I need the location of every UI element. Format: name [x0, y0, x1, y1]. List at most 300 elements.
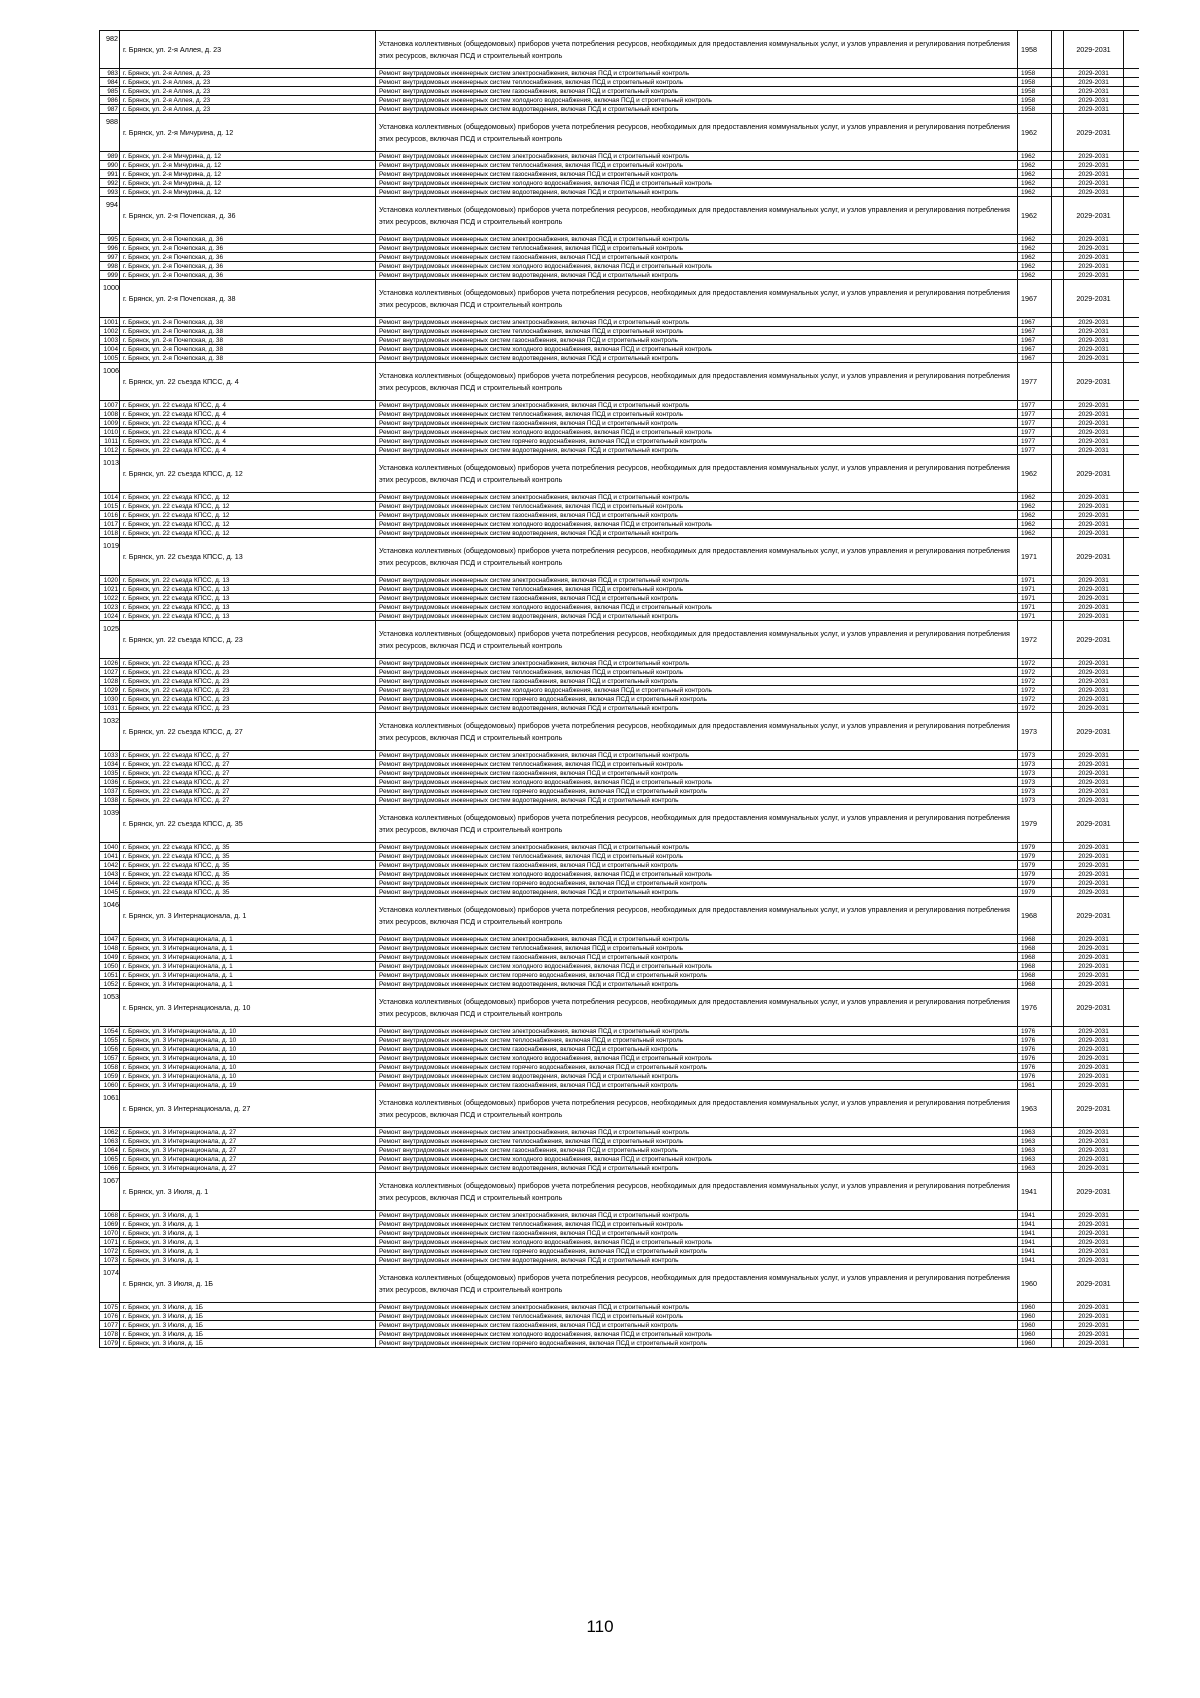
address-cell: г. Брянск, ул. 2-я Мичурина, д. 12 — [120, 161, 376, 170]
row-number-cell: 1053 — [100, 989, 120, 1027]
period-cell: 2029-2031 — [1064, 262, 1124, 271]
address-cell: г. Брянск, ул. 3 Интернационала, д. 27 — [120, 1155, 376, 1164]
address-cell: г. Брянск, ул. 3 Интернационала, д. 10 — [120, 1045, 376, 1054]
work-type-cell: Ремонт внутридомовых инженерных систем водоотведения, включая ПСД и строительный контроль — [376, 529, 1018, 538]
empty-cell — [1124, 1063, 1140, 1072]
period-cell: 2029-2031 — [1064, 778, 1124, 787]
row-number-cell: 1043 — [100, 870, 120, 879]
work-type-cell: Ремонт внутридомовых инженерных систем газоснабжения, включая ПСД и строительный контроль — [376, 511, 1018, 520]
empty-cell — [1124, 188, 1140, 197]
table-row — [100, 751, 1140, 760]
build-year-cell: 1962 — [1018, 520, 1052, 529]
table-row — [100, 796, 1140, 805]
empty-cell — [1124, 1173, 1140, 1211]
table-row — [100, 538, 1140, 576]
empty-cell — [1124, 455, 1140, 493]
address-cell: г. Брянск, ул. 22 съезда КПСС, д. 12 — [120, 455, 376, 493]
empty-cell — [1052, 170, 1064, 179]
address-cell: г. Брянск, ул. 3 Интернационала, д. 10 — [120, 1036, 376, 1045]
build-year-cell: 1979 — [1018, 888, 1052, 897]
table-row — [100, 280, 1140, 318]
address-cell: г. Брянск, ул. 3 Интернационала, д. 27 — [120, 1164, 376, 1173]
empty-cell — [1124, 787, 1140, 796]
period-cell: 2029-2031 — [1064, 179, 1124, 188]
empty-cell — [1052, 280, 1064, 318]
address-cell: г. Брянск, ул. 22 съезда КПСС, д. 27 — [120, 778, 376, 787]
table-row — [100, 188, 1140, 197]
build-year-cell: 1962 — [1018, 170, 1052, 179]
empty-cell — [1124, 989, 1140, 1027]
row-number-cell: 994 — [100, 197, 120, 235]
empty-cell — [1052, 1146, 1064, 1155]
empty-cell — [1124, 114, 1140, 152]
row-number-cell: 1077 — [100, 1321, 120, 1330]
period-cell: 2029-2031 — [1064, 455, 1124, 493]
row-number-cell: 1025 — [100, 621, 120, 659]
empty-cell — [1124, 971, 1140, 980]
work-type-cell: Ремонт внутридомовых инженерных систем водоотведения, включая ПСД и строительный контроль — [376, 1072, 1018, 1081]
work-type-cell: Ремонт внутридомовых инженерных систем электроснабжения, включая ПСД и строительный контроль — [376, 493, 1018, 502]
build-year-cell: 1962 — [1018, 493, 1052, 502]
build-year-cell: 1963 — [1018, 1128, 1052, 1137]
page-number: 110 — [586, 1617, 614, 1636]
table-row — [100, 1265, 1140, 1303]
build-year-cell: 1977 — [1018, 419, 1052, 428]
address-cell: г. Брянск, ул. 3 Интернационала, д. 10 — [120, 1063, 376, 1072]
period-cell: 2029-2031 — [1064, 401, 1124, 410]
empty-cell — [1124, 1072, 1140, 1081]
table-row — [100, 1054, 1140, 1063]
address-cell: г. Брянск, ул. 22 съезда КПСС, д. 12 — [120, 520, 376, 529]
empty-cell — [1052, 1303, 1064, 1312]
work-type-cell: Ремонт внутридомовых инженерных систем горячего водоснабжения, включая ПСД и строительный контроль — [376, 695, 1018, 704]
work-type-cell: Ремонт внутридомовых инженерных систем электроснабжения, включая ПСД и строительный контроль — [376, 659, 1018, 668]
table-row — [100, 114, 1140, 152]
empty-cell — [1124, 944, 1140, 953]
empty-cell — [1052, 677, 1064, 686]
table-row — [100, 1339, 1140, 1348]
period-cell: 2029-2031 — [1064, 1027, 1124, 1036]
period-cell: 2029-2031 — [1064, 594, 1124, 603]
empty-cell — [1052, 621, 1064, 659]
address-cell: г. Брянск, ул. 3 Интернационала, д. 27 — [120, 1137, 376, 1146]
address-cell: г. Брянск, ул. 3 Июля, д. 1Б — [120, 1339, 376, 1348]
build-year-cell: 1958 — [1018, 87, 1052, 96]
empty-cell — [1124, 354, 1140, 363]
period-cell: 2029-2031 — [1064, 1256, 1124, 1265]
table-row — [100, 971, 1140, 980]
empty-cell — [1052, 1063, 1064, 1072]
address-cell: г. Брянск, ул. 22 съезда КПСС, д. 35 — [120, 852, 376, 861]
empty-cell — [1052, 511, 1064, 520]
empty-cell — [1124, 1054, 1140, 1063]
period-cell: 2029-2031 — [1064, 805, 1124, 843]
empty-cell — [1124, 796, 1140, 805]
table-row — [100, 1229, 1140, 1238]
row-number-cell: 1075 — [100, 1303, 120, 1312]
table-row — [100, 446, 1140, 455]
build-year-cell: 1941 — [1018, 1211, 1052, 1220]
period-cell: 2029-2031 — [1064, 1137, 1124, 1146]
empty-cell — [1052, 114, 1064, 152]
table-row — [100, 1256, 1140, 1265]
work-type-cell: Ремонт внутридомовых инженерных систем теплоснабжения, включая ПСД и строительный контроль — [376, 78, 1018, 87]
table-row — [100, 778, 1140, 787]
empty-cell — [1052, 96, 1064, 105]
work-type-cell: Ремонт внутридомовых инженерных систем теплоснабжения, включая ПСД и строительный контроль — [376, 1036, 1018, 1045]
work-type-cell: Установка коллективных (общедомовых) приборов учета потребления ресурсов, необходимых для предоставления коммунальных услуг, и узлов управления и регулирования потребления этих ресурсов, включая ПСД и строительный контроль — [376, 1265, 1018, 1303]
table-row — [100, 428, 1140, 437]
work-type-cell: Ремонт внутридомовых инженерных систем водоотведения, включая ПСД и строительный контроль — [376, 105, 1018, 114]
work-type-cell: Ремонт внутридомовых инженерных систем водоотведения, включая ПСД и строительный контроль — [376, 980, 1018, 989]
build-year-cell: 1973 — [1018, 713, 1052, 751]
period-cell: 2029-2031 — [1064, 1229, 1124, 1238]
table-row — [100, 1155, 1140, 1164]
table-row — [100, 1072, 1140, 1081]
work-type-cell: Ремонт внутридомовых инженерных систем холодного водоснабжения, включая ПСД и строительный контроль — [376, 1155, 1018, 1164]
row-number-cell: 1000 — [100, 280, 120, 318]
row-number-cell: 1061 — [100, 1090, 120, 1128]
empty-cell — [1124, 805, 1140, 843]
table-row — [100, 345, 1140, 354]
table-row — [100, 861, 1140, 870]
address-cell: г. Брянск, ул. 22 съезда КПСС, д. 13 — [120, 538, 376, 576]
table-row — [100, 152, 1140, 161]
build-year-cell: 1968 — [1018, 935, 1052, 944]
table-body — [100, 31, 1140, 1348]
period-cell: 2029-2031 — [1064, 1339, 1124, 1348]
period-cell: 2029-2031 — [1064, 96, 1124, 105]
empty-cell — [1052, 796, 1064, 805]
address-cell: г. Брянск, ул. 3 Июля, д. 1Б — [120, 1265, 376, 1303]
table-row — [100, 1321, 1140, 1330]
work-type-cell: Установка коллективных (общедомовых) приборов учета потребления ресурсов, необходимых для предоставления коммунальных услуг, и узлов управления и регулирования потребления этих ресурсов, включая ПСД и строительный контроль — [376, 280, 1018, 318]
empty-cell — [1124, 152, 1140, 161]
empty-cell — [1052, 538, 1064, 576]
row-number-cell: 993 — [100, 188, 120, 197]
address-cell: г. Брянск, ул. 3 Июля, д. 1 — [120, 1238, 376, 1247]
address-cell: г. Брянск, ул. 22 съезда КПСС, д. 27 — [120, 760, 376, 769]
empty-cell — [1052, 105, 1064, 114]
work-type-cell: Ремонт внутридомовых инженерных систем холодного водоснабжения, включая ПСД и строительный контроль — [376, 1054, 1018, 1063]
build-year-cell: 1962 — [1018, 529, 1052, 538]
table-row — [100, 253, 1140, 262]
empty-cell — [1124, 69, 1140, 78]
empty-cell — [1124, 1027, 1140, 1036]
build-year-cell: 1960 — [1018, 1330, 1052, 1339]
row-number-cell: 984 — [100, 78, 120, 87]
work-type-cell: Ремонт внутридомовых инженерных систем водоотведения, включая ПСД и строительный контроль — [376, 446, 1018, 455]
work-type-cell: Ремонт внутридомовых инженерных систем теплоснабжения, включая ПСД и строительный контроль — [376, 327, 1018, 336]
work-type-cell: Ремонт внутридомовых инженерных систем газоснабжения, включая ПСД и строительный контроль — [376, 336, 1018, 345]
address-cell: г. Брянск, ул. 2-я Мичурина, д. 12 — [120, 188, 376, 197]
period-cell: 2029-2031 — [1064, 1220, 1124, 1229]
build-year-cell: 1976 — [1018, 1036, 1052, 1045]
build-year-cell: 1963 — [1018, 1090, 1052, 1128]
row-number-cell: 1020 — [100, 576, 120, 585]
table-row — [100, 502, 1140, 511]
work-type-cell: Ремонт внутридомовых инженерных систем водоотведения, включая ПСД и строительный контроль — [376, 796, 1018, 805]
build-year-cell: 1971 — [1018, 585, 1052, 594]
work-type-cell: Ремонт внутридомовых инженерных систем водоотведения, включая ПСД и строительный контроль — [376, 1164, 1018, 1173]
table-row — [100, 197, 1140, 235]
period-cell: 2029-2031 — [1064, 704, 1124, 713]
empty-cell — [1052, 1312, 1064, 1321]
period-cell: 2029-2031 — [1064, 713, 1124, 751]
table-row — [100, 897, 1140, 935]
empty-cell — [1124, 31, 1140, 69]
empty-cell — [1052, 1137, 1064, 1146]
row-number-cell: 1074 — [100, 1265, 120, 1303]
table-row — [100, 363, 1140, 401]
empty-cell — [1124, 502, 1140, 511]
period-cell: 2029-2031 — [1064, 363, 1124, 401]
address-cell: г. Брянск, ул. 22 съезда КПСС, д. 4 — [120, 446, 376, 455]
row-number-cell: 999 — [100, 271, 120, 280]
row-number-cell: 1041 — [100, 852, 120, 861]
row-number-cell: 1050 — [100, 962, 120, 971]
table-row — [100, 677, 1140, 686]
build-year-cell: 1979 — [1018, 870, 1052, 879]
work-type-cell: Ремонт внутридомовых инженерных систем холодного водоснабжения, включая ПСД и строительный контроль — [376, 96, 1018, 105]
period-cell: 2029-2031 — [1064, 1303, 1124, 1312]
period-cell: 2029-2031 — [1064, 437, 1124, 446]
empty-cell — [1052, 695, 1064, 704]
empty-cell — [1052, 1238, 1064, 1247]
build-year-cell: 1968 — [1018, 897, 1052, 935]
empty-cell — [1052, 769, 1064, 778]
period-cell: 2029-2031 — [1064, 152, 1124, 161]
build-year-cell: 1976 — [1018, 1072, 1052, 1081]
work-type-cell: Ремонт внутридомовых инженерных систем газоснабжения, включая ПСД и строительный контроль — [376, 87, 1018, 96]
address-cell: г. Брянск, ул. 22 съезда КПСС, д. 13 — [120, 612, 376, 621]
build-year-cell: 1971 — [1018, 603, 1052, 612]
build-year-cell: 1971 — [1018, 612, 1052, 621]
table-row — [100, 769, 1140, 778]
empty-cell — [1124, 668, 1140, 677]
empty-cell — [1052, 686, 1064, 695]
work-type-cell: Ремонт внутридомовых инженерных систем электроснабжения, включая ПСД и строительный контроль — [376, 235, 1018, 244]
period-cell: 2029-2031 — [1064, 843, 1124, 852]
empty-cell — [1124, 493, 1140, 502]
work-type-cell: Ремонт внутридомовых инженерных систем электроснабжения, включая ПСД и строительный контроль — [376, 843, 1018, 852]
row-number-cell: 1038 — [100, 796, 120, 805]
address-cell: г. Брянск, ул. 2-я Аллея, д. 23 — [120, 105, 376, 114]
row-number-cell: 1073 — [100, 1256, 120, 1265]
row-number-cell: 1067 — [100, 1173, 120, 1211]
period-cell: 2029-2031 — [1064, 695, 1124, 704]
address-cell: г. Брянск, ул. 22 съезда КПСС, д. 23 — [120, 659, 376, 668]
row-number-cell: 1030 — [100, 695, 120, 704]
row-number-cell: 985 — [100, 87, 120, 96]
empty-cell — [1052, 262, 1064, 271]
table-row — [100, 980, 1140, 989]
table-row — [100, 944, 1140, 953]
row-number-cell: 1052 — [100, 980, 120, 989]
work-type-cell: Ремонт внутридомовых инженерных систем горячего водоснабжения, включая ПСД и строительный контроль — [376, 879, 1018, 888]
table-row — [100, 713, 1140, 751]
work-type-cell: Ремонт внутридомовых инженерных систем газоснабжения, включая ПСД и строительный контроль — [376, 677, 1018, 686]
empty-cell — [1052, 327, 1064, 336]
address-cell: г. Брянск, ул. 2-я Мичурина, д. 12 — [120, 152, 376, 161]
period-cell: 2029-2031 — [1064, 31, 1124, 69]
empty-cell — [1124, 953, 1140, 962]
build-year-cell: 1962 — [1018, 235, 1052, 244]
work-type-cell: Установка коллективных (общедомовых) приборов учета потребления ресурсов, необходимых для предоставления коммунальных услуг, и узлов управления и регулирования потребления этих ресурсов, включая ПСД и строительный контроль — [376, 805, 1018, 843]
period-cell: 2029-2031 — [1064, 1155, 1124, 1164]
table-row — [100, 493, 1140, 502]
register-table-sheet — [99, 30, 1139, 1600]
build-year-cell: 1962 — [1018, 455, 1052, 493]
address-cell: г. Брянск, ул. 2-я Почепская, д. 38 — [120, 318, 376, 327]
build-year-cell: 1962 — [1018, 271, 1052, 280]
work-type-cell: Ремонт внутридомовых инженерных систем газоснабжения, включая ПСД и строительный контроль — [376, 1045, 1018, 1054]
empty-cell — [1052, 446, 1064, 455]
period-cell: 2029-2031 — [1064, 1164, 1124, 1173]
build-year-cell: 1972 — [1018, 659, 1052, 668]
empty-cell — [1124, 870, 1140, 879]
empty-cell — [1124, 253, 1140, 262]
build-year-cell: 1963 — [1018, 1137, 1052, 1146]
address-cell: г. Брянск, ул. 2-я Аллея, д. 23 — [120, 31, 376, 69]
work-type-cell: Ремонт внутридомовых инженерных систем теплоснабжения, включая ПСД и строительный контроль — [376, 1137, 1018, 1146]
period-cell: 2029-2031 — [1064, 1072, 1124, 1081]
table-row — [100, 843, 1140, 852]
build-year-cell: 1960 — [1018, 1339, 1052, 1348]
empty-cell — [1124, 1155, 1140, 1164]
build-year-cell: 1960 — [1018, 1321, 1052, 1330]
empty-cell — [1124, 538, 1140, 576]
work-type-cell: Ремонт внутридомовых инженерных систем холодного водоснабжения, включая ПСД и строительный контроль — [376, 1330, 1018, 1339]
empty-cell — [1124, 1137, 1140, 1146]
table-row — [100, 621, 1140, 659]
empty-cell — [1124, 78, 1140, 87]
build-year-cell: 1963 — [1018, 1146, 1052, 1155]
period-cell: 2029-2031 — [1064, 410, 1124, 419]
work-type-cell: Ремонт внутридомовых инженерных систем холодного водоснабжения, включая ПСД и строительный контроль — [376, 262, 1018, 271]
empty-cell — [1052, 1229, 1064, 1238]
empty-cell — [1124, 336, 1140, 345]
build-year-cell: 1979 — [1018, 852, 1052, 861]
build-year-cell: 1977 — [1018, 410, 1052, 419]
empty-cell — [1052, 980, 1064, 989]
empty-cell — [1052, 188, 1064, 197]
row-number-cell: 1013 — [100, 455, 120, 493]
build-year-cell: 1971 — [1018, 538, 1052, 576]
address-cell: г. Брянск, ул. 22 съезда КПСС, д. 4 — [120, 419, 376, 428]
period-cell: 2029-2031 — [1064, 280, 1124, 318]
build-year-cell: 1941 — [1018, 1238, 1052, 1247]
empty-cell — [1052, 603, 1064, 612]
empty-cell — [1124, 861, 1140, 870]
empty-cell — [1052, 843, 1064, 852]
row-number-cell: 989 — [100, 152, 120, 161]
work-type-cell: Ремонт внутридомовых инженерных систем холодного водоснабжения, включая ПСД и строительный контроль — [376, 520, 1018, 529]
row-number-cell: 1021 — [100, 585, 120, 594]
period-cell: 2029-2031 — [1064, 511, 1124, 520]
empty-cell — [1052, 1330, 1064, 1339]
build-year-cell: 1976 — [1018, 1054, 1052, 1063]
empty-cell — [1124, 1312, 1140, 1321]
work-type-cell: Ремонт внутридомовых инженерных систем газоснабжения, включая ПСД и строительный контроль — [376, 1146, 1018, 1155]
address-cell: г. Брянск, ул. 3 Интернационала, д. 10 — [120, 989, 376, 1027]
table-row — [100, 704, 1140, 713]
work-type-cell: Ремонт внутридомовых инженерных систем холодного водоснабжения, включая ПСД и строительный контроль — [376, 179, 1018, 188]
table-row — [100, 410, 1140, 419]
table-row — [100, 235, 1140, 244]
table-row — [100, 529, 1140, 538]
empty-cell — [1124, 428, 1140, 437]
work-type-cell: Ремонт внутридомовых инженерных систем горячего водоснабжения, включая ПСД и строительный контроль — [376, 1063, 1018, 1072]
build-year-cell: 1967 — [1018, 327, 1052, 336]
work-type-cell: Установка коллективных (общедомовых) приборов учета потребления ресурсов, необходимых для предоставления коммунальных услуг, и узлов управления и регулирования потребления этих ресурсов, включая ПСД и строительный контроль — [376, 197, 1018, 235]
address-cell: г. Брянск, ул. 2-я Аллея, д. 23 — [120, 69, 376, 78]
empty-cell — [1052, 1072, 1064, 1081]
empty-cell — [1124, 1229, 1140, 1238]
period-cell: 2029-2031 — [1064, 520, 1124, 529]
build-year-cell: 1976 — [1018, 989, 1052, 1027]
row-number-cell: 1016 — [100, 511, 120, 520]
table-row — [100, 659, 1140, 668]
row-number-cell: 1012 — [100, 446, 120, 455]
empty-cell — [1052, 1173, 1064, 1211]
period-cell: 2029-2031 — [1064, 935, 1124, 944]
period-cell: 2029-2031 — [1064, 751, 1124, 760]
empty-cell — [1052, 1090, 1064, 1128]
period-cell: 2029-2031 — [1064, 989, 1124, 1027]
work-type-cell: Ремонт внутридомовых инженерных систем холодного водоснабжения, включая ПСД и строительный контроль — [376, 1238, 1018, 1247]
row-number-cell: 1069 — [100, 1220, 120, 1229]
empty-cell — [1124, 1211, 1140, 1220]
empty-cell — [1052, 805, 1064, 843]
build-year-cell: 1941 — [1018, 1229, 1052, 1238]
work-type-cell: Ремонт внутридомовых инженерных систем холодного водоснабжения, включая ПСД и строительный контроль — [376, 603, 1018, 612]
row-number-cell: 1024 — [100, 612, 120, 621]
table-row — [100, 1063, 1140, 1072]
build-year-cell: 1960 — [1018, 1303, 1052, 1312]
empty-cell — [1124, 1128, 1140, 1137]
address-cell: г. Брянск, ул. 22 съезда КПСС, д. 23 — [120, 695, 376, 704]
work-type-cell: Ремонт внутридомовых инженерных систем теплоснабжения, включая ПСД и строительный контроль — [376, 760, 1018, 769]
work-type-cell: Установка коллективных (общедомовых) приборов учета потребления ресурсов, необходимых для предоставления коммунальных услуг, и узлов управления и регулирования потребления этих ресурсов, включая ПСД и строительный контроль — [376, 1090, 1018, 1128]
row-number-cell: 1001 — [100, 318, 120, 327]
period-cell: 2029-2031 — [1064, 760, 1124, 769]
empty-cell — [1124, 327, 1140, 336]
address-cell: г. Брянск, ул. 2-я Почепская, д. 36 — [120, 271, 376, 280]
table-row — [100, 962, 1140, 971]
row-number-cell: 1056 — [100, 1045, 120, 1054]
row-number-cell: 1060 — [100, 1081, 120, 1090]
row-number-cell: 1007 — [100, 401, 120, 410]
address-cell: г. Брянск, ул. 22 съезда КПСС, д. 23 — [120, 621, 376, 659]
address-cell: г. Брянск, ул. 2-я Почепская, д. 36 — [120, 253, 376, 262]
work-type-cell: Ремонт внутридомовых инженерных систем теплоснабжения, включая ПСД и строительный контроль — [376, 852, 1018, 861]
empty-cell — [1052, 935, 1064, 944]
work-type-cell: Ремонт внутридомовых инженерных систем водоотведения, включая ПСД и строительный контроль — [376, 704, 1018, 713]
work-type-cell: Ремонт внутридомовых инженерных систем холодного водоснабжения, включая ПСД и строительный контроль — [376, 428, 1018, 437]
empty-cell — [1052, 31, 1064, 69]
row-number-cell: 1022 — [100, 594, 120, 603]
row-number-cell: 1049 — [100, 953, 120, 962]
table-row — [100, 179, 1140, 188]
build-year-cell: 1941 — [1018, 1256, 1052, 1265]
empty-cell — [1052, 888, 1064, 897]
work-type-cell: Ремонт внутридомовых инженерных систем теплоснабжения, включая ПСД и строительный контроль — [376, 1312, 1018, 1321]
address-cell: г. Брянск, ул. 3 Интернационала, д. 27 — [120, 1146, 376, 1155]
work-type-cell: Ремонт внутридомовых инженерных систем электроснабжения, включая ПСД и строительный контроль — [376, 1211, 1018, 1220]
address-cell: г. Брянск, ул. 22 съезда КПСС, д. 35 — [120, 805, 376, 843]
empty-cell — [1124, 161, 1140, 170]
